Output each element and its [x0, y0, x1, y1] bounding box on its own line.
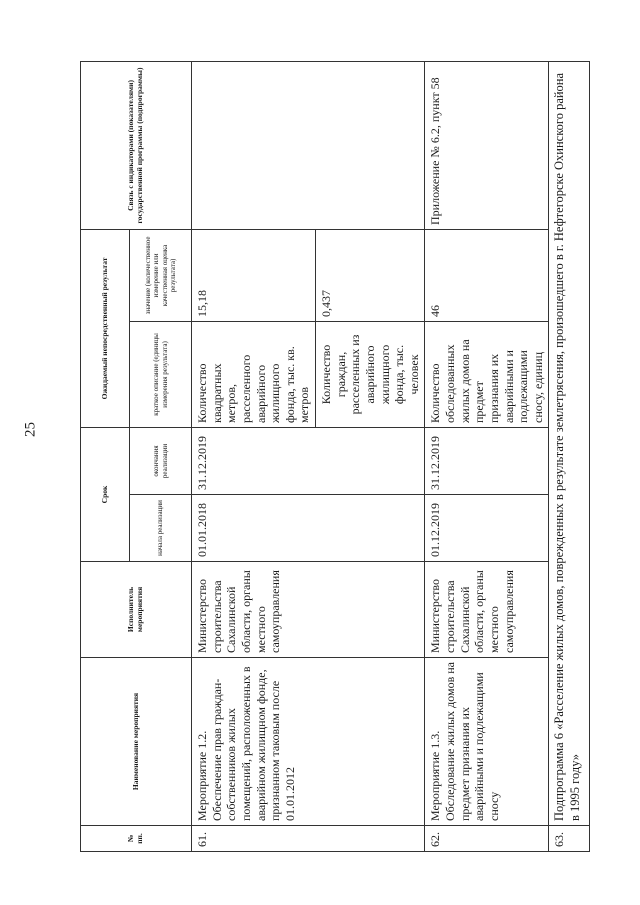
- row-name: Мероприятие 1.2. Обеспечение прав граждан-собственников жилых помещений, расположенных в аварийном жилищном фонде, признанном таковым после 01.01.2012: [192, 658, 425, 826]
- header-result-desc: краткое описание (единицы измерения результата): [130, 321, 192, 427]
- row-result-desc: Количество граждан, расселенных из аварийного жилищного фонда, тыс. человек: [316, 321, 425, 427]
- page-number: 25: [22, 422, 39, 437]
- header-num: № пп.: [81, 826, 192, 852]
- row-end-date: 31.12.2019: [425, 427, 549, 494]
- row-executor: Министерство строительства Сахалинской области, органы местного самоуправления: [425, 562, 549, 658]
- row-link: Приложение № 6.2, пункт 58: [425, 61, 549, 229]
- row-link: [192, 61, 425, 229]
- header-result-value: значение (количественное измерение или качественная оценка результата): [130, 229, 192, 321]
- header-term-end: окончания реализации: [130, 427, 192, 494]
- row-start-date: 01.12.2019: [425, 495, 549, 562]
- measures-table: [80, 61, 590, 852]
- row-result-value: 0,437: [316, 229, 425, 321]
- header-name: Наименование мероприятия: [81, 658, 192, 826]
- row-num: 63.: [549, 826, 590, 852]
- table-row: [425, 61, 549, 851]
- header-link: Связь с индикаторами (показателями) государственной программы (подпрограммы): [81, 61, 192, 229]
- row-name: Мероприятие 1.3. Обследование жилых домов на предмет признания их аварийными и подлежащими сносу: [425, 658, 549, 826]
- row-result-desc: Количество обследованных жилых домов на предмет признания их аварийными и подлежащими сносу, единиц: [425, 321, 549, 427]
- table-row: [192, 61, 316, 851]
- row-end-date: 31.12.2019: [192, 427, 425, 494]
- row-num: 62.: [425, 826, 549, 852]
- table-row: [549, 61, 590, 851]
- header-term: Срок: [81, 427, 130, 561]
- row-num: 61.: [192, 826, 425, 852]
- header-row: [81, 61, 130, 851]
- rotated-table-sheet: [80, 62, 582, 852]
- row-result-value: 15,18: [192, 229, 316, 321]
- header-term-start: начала реализации: [130, 495, 192, 562]
- row-start-date: 01.01.2018: [192, 495, 425, 562]
- row-executor: Министерство строительства Сахалинской области, органы местного самоуправления: [192, 562, 425, 658]
- row-result-desc: Количество квадратных метров, расселенного аварийного жилищного фонда, тыс. кв. метров: [192, 321, 316, 427]
- subprogram-title: Подпрограмма 6 «Расселение жилых домов, поврежденных в результате землетрясения, произошедшего в г. Нефтегорске Охинского района в 1995 году»: [549, 61, 590, 825]
- row-result-value: 46: [425, 229, 549, 321]
- header-executor: Исполнитель мероприятия: [81, 562, 192, 658]
- header-result: Ожидаемый непосредственный результат: [81, 229, 130, 427]
